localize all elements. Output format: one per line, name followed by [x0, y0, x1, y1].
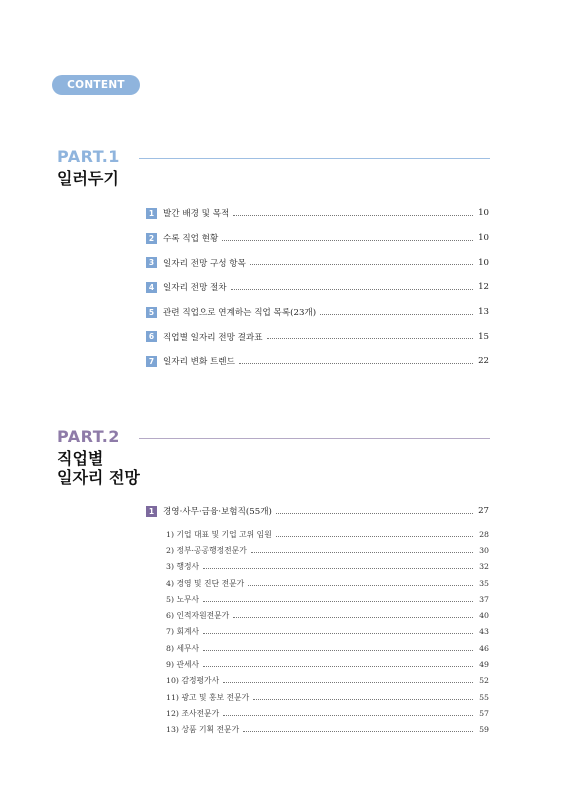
page-number: 10 — [478, 208, 489, 219]
dot-leader — [231, 289, 473, 290]
dot-leader — [276, 536, 473, 537]
toc-entry[interactable] — [166, 689, 489, 705]
dot-leader — [250, 264, 473, 265]
item-label: 일자리 전망 구성 항목 — [163, 258, 246, 269]
item-label: 3) 행정사 — [166, 562, 200, 572]
dot-leader — [203, 666, 473, 667]
item-label: 13) 상품 기획 전문가 — [166, 725, 240, 735]
page-number: 30 — [479, 545, 489, 555]
page-number: 28 — [479, 529, 489, 539]
dot-leader — [239, 363, 473, 364]
page-number: 15 — [478, 331, 489, 342]
item-label: 10) 감정평가사 — [166, 676, 220, 686]
page-number: 40 — [479, 611, 489, 621]
dot-leader — [276, 513, 473, 514]
part2-toc — [166, 526, 489, 738]
page-number: 13 — [478, 307, 489, 318]
page-number: 59 — [479, 725, 489, 735]
toc-entry[interactable] — [166, 624, 489, 640]
toc-entry[interactable] — [166, 559, 489, 575]
toc-entry[interactable] — [146, 201, 489, 226]
dot-leader — [251, 552, 473, 553]
item-number: 4 — [146, 282, 157, 293]
item-label: 수록 직업 현황 — [163, 234, 219, 245]
dot-leader — [267, 338, 473, 339]
toc-entry[interactable] — [166, 542, 489, 558]
toc-entry[interactable] — [166, 640, 489, 656]
toc-entry[interactable] — [146, 300, 489, 325]
toc-entry[interactable] — [146, 250, 489, 275]
item-label: 11) 광고 및 홍보 전문가 — [166, 692, 250, 702]
item-label: 6) 인적자원전문가 — [166, 611, 230, 621]
toc-entry[interactable] — [146, 226, 489, 251]
toc-entry[interactable] — [166, 705, 489, 721]
item-number: 6 — [146, 331, 157, 342]
page-number: 52 — [479, 676, 489, 686]
item-label: 1) 기업 대표 및 기업 고위 임원 — [166, 529, 272, 539]
item-label: 7) 회계사 — [166, 627, 200, 637]
dot-leader — [203, 650, 473, 651]
toc-entry[interactable] — [166, 575, 489, 591]
item-label: 발간 배경 및 목적 — [163, 209, 230, 220]
dot-leader — [320, 314, 473, 315]
dot-leader — [223, 682, 473, 683]
item-label: 직업별 일자리 전망 결과표 — [163, 332, 263, 343]
part2-name-line2: 일자리 전망 — [57, 468, 140, 487]
item-number: 7 — [146, 356, 157, 367]
dot-leader — [222, 240, 473, 241]
page-number: 35 — [479, 578, 489, 588]
page-number: 57 — [479, 708, 489, 718]
part1-toc — [146, 201, 489, 374]
part2-divider — [139, 438, 490, 439]
dot-leader — [203, 601, 473, 602]
page-number: 37 — [479, 594, 489, 604]
toc-entry[interactable] — [146, 499, 489, 524]
page-number: 10 — [478, 257, 489, 268]
toc-entry[interactable] — [166, 607, 489, 623]
toc-entry[interactable] — [146, 349, 489, 374]
toc-entry[interactable] — [146, 275, 489, 300]
page-number: 22 — [478, 356, 489, 367]
section-number: 1 — [146, 506, 157, 517]
dot-leader — [233, 215, 473, 216]
section-label: 경영·사무·금융·보험직(55개) — [163, 507, 272, 518]
item-number: 3 — [146, 257, 157, 268]
page-number: 46 — [479, 643, 489, 653]
page-number: 27 — [478, 506, 489, 517]
toc-entry[interactable] — [146, 324, 489, 349]
page-number: 43 — [479, 627, 489, 637]
toc-entry[interactable] — [166, 722, 489, 738]
part1-name: 일러두기 — [57, 169, 119, 188]
item-label: 9) 관세사 — [166, 660, 200, 670]
item-number: 1 — [146, 208, 157, 219]
part1-title: PART.1 — [57, 147, 120, 166]
page-number: 10 — [478, 233, 489, 244]
item-label: 관련 직업으로 연계하는 직업 목록(23개) — [163, 308, 317, 319]
part1-divider — [139, 158, 490, 159]
part2-name-line1: 직업별 — [57, 449, 104, 468]
page-number: 12 — [478, 282, 489, 293]
item-label: 4) 경영 및 진단 전문가 — [166, 578, 245, 588]
item-label: 2) 정부·공공행정전문가 — [166, 545, 247, 555]
item-number: 5 — [146, 307, 157, 318]
dot-leader — [253, 699, 473, 700]
dot-leader — [243, 731, 473, 732]
item-label: 일자리 변화 트렌드 — [163, 357, 235, 368]
item-number: 2 — [146, 233, 157, 244]
toc-entry[interactable] — [166, 673, 489, 689]
toc-entry[interactable] — [166, 656, 489, 672]
item-label: 12) 조사전문가 — [166, 708, 220, 718]
toc-entry[interactable] — [166, 591, 489, 607]
page-number: 32 — [479, 562, 489, 572]
page-number: 55 — [479, 692, 489, 702]
toc-entry[interactable] — [166, 526, 489, 542]
content-badge: CONTENT — [52, 75, 140, 95]
item-label: 8) 세무사 — [166, 643, 200, 653]
dot-leader — [203, 633, 473, 634]
part2-section — [146, 499, 489, 524]
dot-leader — [203, 568, 473, 569]
part2-title: PART.2 — [57, 427, 120, 446]
dot-leader — [248, 585, 473, 586]
dot-leader — [233, 617, 473, 618]
item-label: 5) 노무사 — [166, 594, 200, 604]
item-label: 일자리 전망 절차 — [163, 283, 227, 294]
dot-leader — [223, 715, 473, 716]
page-number: 49 — [479, 660, 489, 670]
